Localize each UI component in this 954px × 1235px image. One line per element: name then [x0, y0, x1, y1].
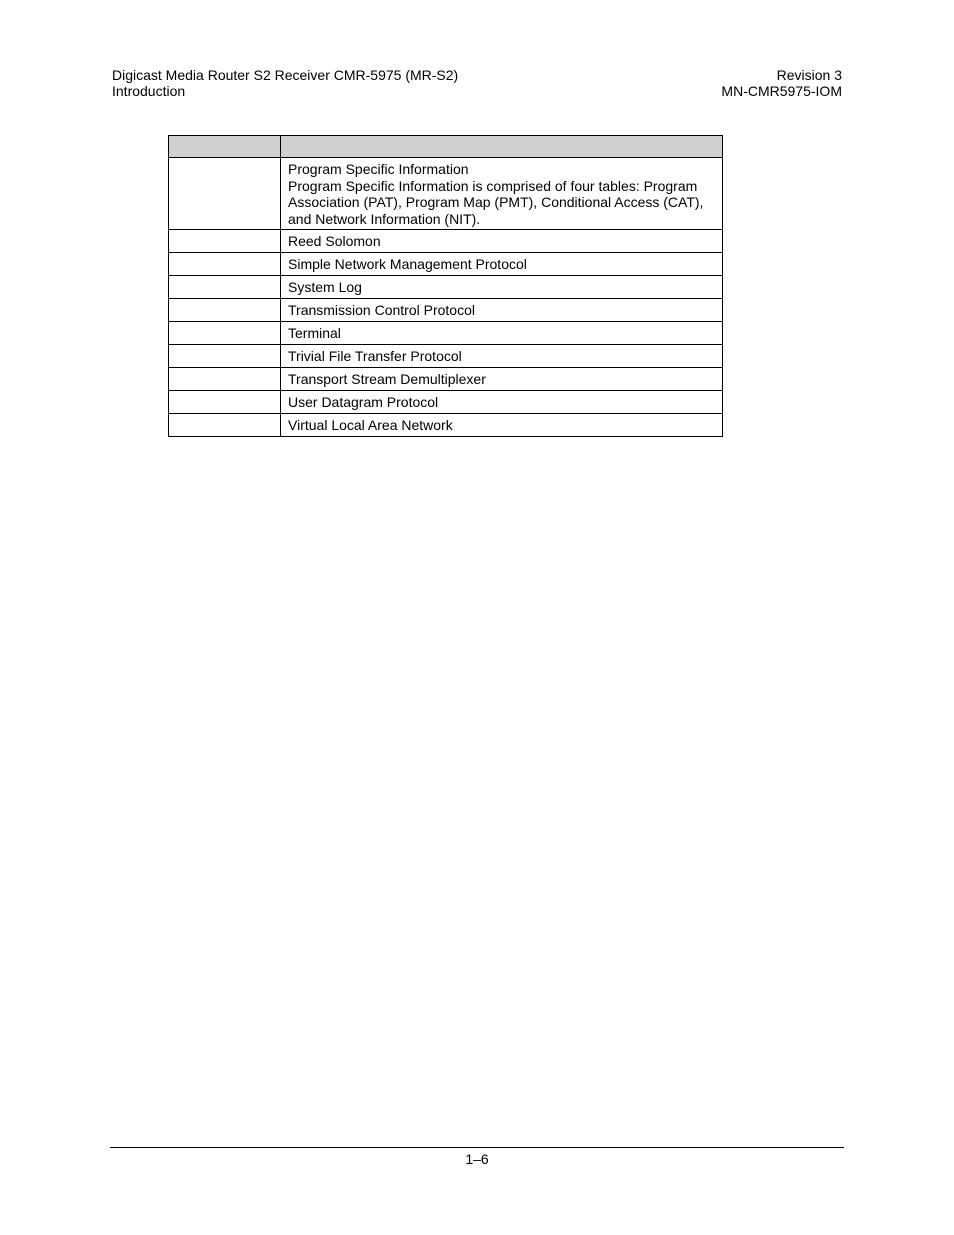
table-row	[169, 414, 723, 437]
table-row	[169, 230, 723, 253]
term-text: Simple Network Management Protocol	[281, 253, 723, 276]
abbr-cell	[169, 391, 281, 414]
term-text: User Datagram Protocol	[281, 391, 723, 414]
table-row	[169, 158, 723, 230]
table-header-cell-abbr	[169, 136, 281, 158]
table-row	[169, 299, 723, 322]
abbr-cell	[169, 158, 281, 230]
footer-divider	[110, 1147, 844, 1148]
term-text: Transmission Control Protocol	[281, 299, 723, 322]
term-text: Virtual Local Area Network	[281, 414, 723, 437]
acronym-table	[168, 135, 723, 437]
page-header-left	[112, 67, 458, 99]
abbr-cell	[169, 322, 281, 345]
term-text: Reed Solomon	[281, 230, 723, 253]
abbr-cell	[169, 368, 281, 391]
table-row	[169, 345, 723, 368]
abbr-cell	[169, 230, 281, 253]
abbr-cell	[169, 276, 281, 299]
page-header-right	[721, 67, 842, 99]
table-header-cell-description	[281, 136, 723, 158]
term-text: Program Specific Information	[288, 161, 469, 177]
abbr-cell	[169, 345, 281, 368]
page-number: 1–6	[465, 1151, 489, 1167]
document-number: MN-CMR5975-IOM	[721, 83, 842, 99]
term-text: Transport Stream Demultiplexer	[281, 368, 723, 391]
term-text: Terminal	[281, 322, 723, 345]
term-text: Trivial File Transfer Protocol	[281, 345, 723, 368]
abbr-cell	[169, 414, 281, 437]
table-row	[169, 253, 723, 276]
term-note: Program Specific Information is comprised of four tables: Program Association (PAT), Program Map (PMT), Conditional Access (CAT), and Network Information (NIT).	[288, 177, 704, 227]
abbr-cell	[169, 253, 281, 276]
table-row	[169, 391, 723, 414]
table-row	[169, 322, 723, 345]
description-cell	[281, 158, 723, 230]
document-title: Digicast Media Router S2 Receiver CMR-5975 (MR-S2)	[112, 67, 459, 83]
table-row	[169, 368, 723, 391]
section-name: Introduction	[112, 83, 186, 99]
table-row	[169, 276, 723, 299]
revision-label: Revision 3	[776, 67, 842, 83]
table-header-row	[169, 136, 723, 158]
abbr-cell	[169, 299, 281, 322]
term-text: System Log	[281, 276, 723, 299]
